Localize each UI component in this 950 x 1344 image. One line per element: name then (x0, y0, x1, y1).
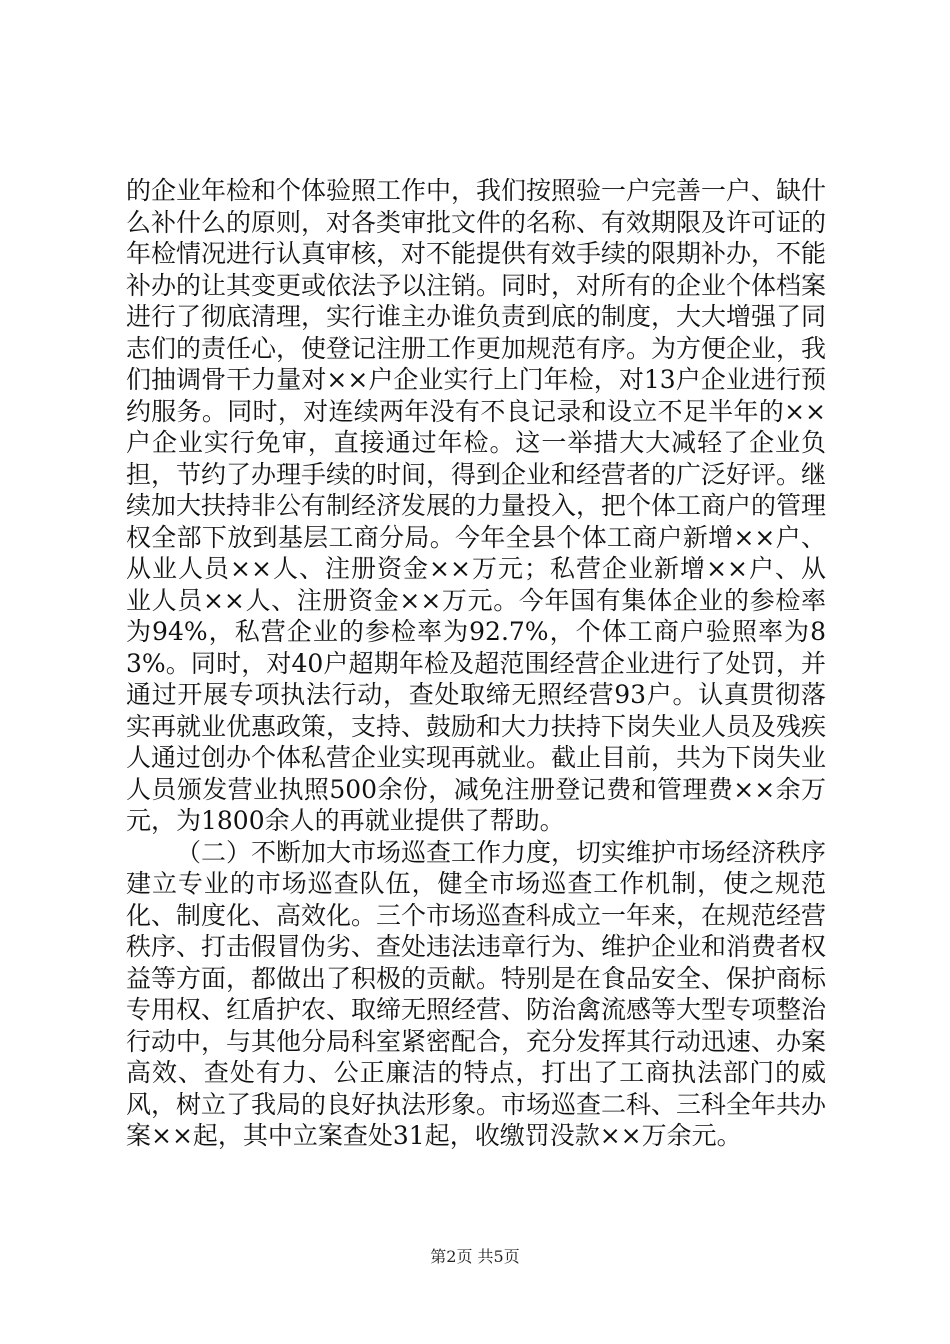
paragraph-1: 的企业年检和个体验照工作中，我们按照验一户完善一户、缺什么补什么的原则，对各类审批文件的名称、有效期限及许可证的年检情况进行认真审核，对不能提供有效手续的限期补办，不能补办的让其变更或依法予以注销。同时，对所有的企业个体档案进行了彻底清理，实行谁主办谁负责到底的制度，大大增强了同志们的责任心，使登记注册工作更加规范有序。为方便企业，我们抽调骨干力量对××户企业实行上门年检，对13户企业进行预约服务。同时，对连续两年没有不良记录和设立不足半年的××户企业实行免审，直接通过年检。这一举措大大减轻了企业负担，节约了办理手续的时间，得到企业和经营者的广泛好评。继续加大扶持非公有制经济发展的力量投入，把个体工商户的管理权全部下放到基层工商分局。今年全县个体工商户新增××户、从业人员××人、注册资金××万元；私营企业新增××户、从业人员××人、注册资金××万元。今年国有集体企业的参检率为94%，私营企业的参检率为92.7%，个体工商户验照率为83%。同时，对40户超期年检及超范围经营企业进行了处罚，并通过开展专项执法行动，查处取缔无照经营93户。认真贯彻落实再就业优惠政策，支持、鼓励和大力扶持下岗失业人员及残疾人通过创办个体私营企业实现再就业。截止目前，共为下岗失业人员颁发营业执照500余份，减免注册登记费和管理费××余万元，为1800余人的再就业提供了帮助。 (126, 176, 827, 835)
document-body (126, 175, 826, 1152)
paragraph-2: （二）不断加大市场巡查工作力度，切实维护市场经济秩序建立专业的市场巡查队伍，健全市场巡查工作机制，使之规范化、制度化、高效化。三个市场巡查科成立一年来，在规范经营秩序、打击假冒伪劣、查处违法违章行为、维护企业和消费者权益等方面，都做出了积极的贡献。特别是在食品安全、保护商标专用权、红盾护农、取缔无照经营、防治禽流感等大型专项整治行动中，与其他分局科室紧密配合，充分发挥其行动迅速、办案高效、查处有力、公正廉洁的特点，打出了工商执法部门的威风，树立了我局的良好执法形象。市场巡查二科、三科全年共办案××起，其中立案查处31起，收缴罚没款××万余元。 (126, 837, 827, 1150)
page-footer: 第2页 共5页 (430, 1247, 520, 1266)
